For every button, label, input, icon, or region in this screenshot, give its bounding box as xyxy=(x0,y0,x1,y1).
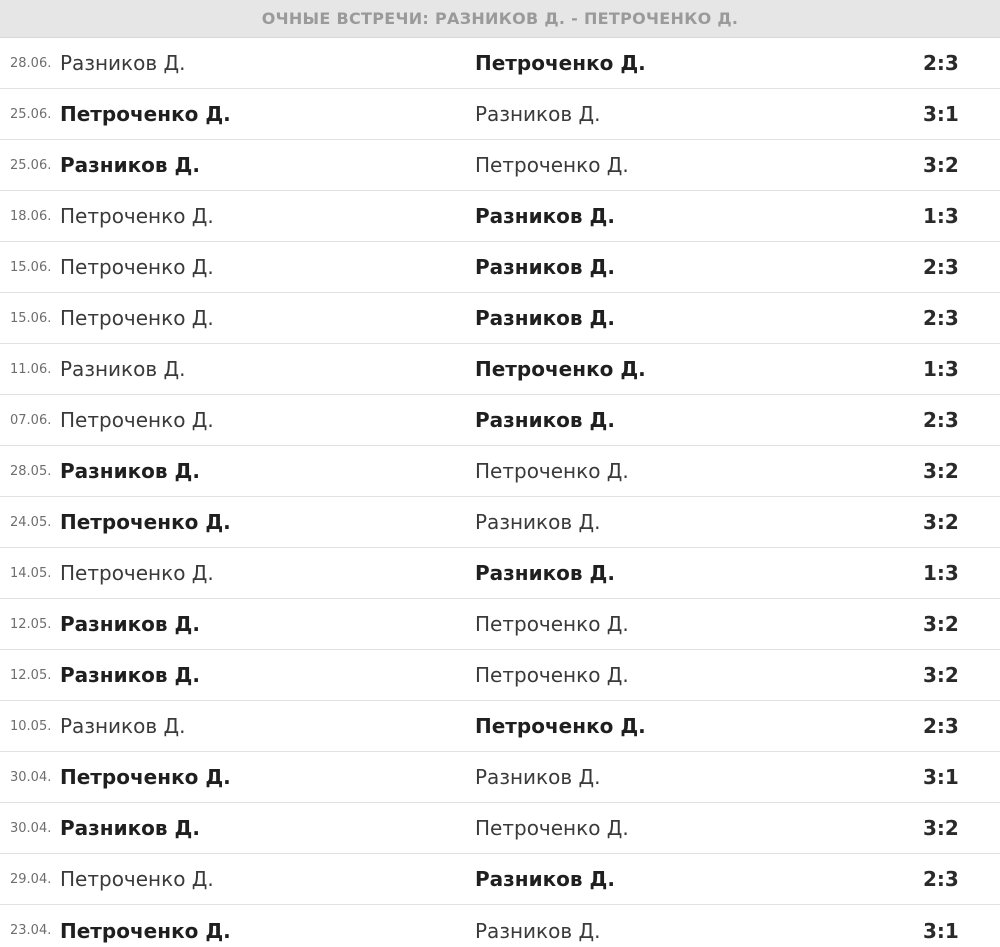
match-date: 18.06. xyxy=(10,208,52,224)
match-score: 1:3 xyxy=(923,357,959,381)
home-player: Петроченко Д. xyxy=(60,408,214,432)
home-player: Разников Д. xyxy=(60,714,186,738)
match-score: 3:2 xyxy=(923,612,959,636)
match-score: 2:3 xyxy=(923,408,959,432)
home-player: Разников Д. xyxy=(60,663,200,687)
match-date: 30.04. xyxy=(10,769,52,785)
match-row[interactable] xyxy=(0,497,1000,548)
home-player: Петроченко Д. xyxy=(60,867,214,891)
away-player: Разников Д. xyxy=(475,510,601,534)
match-date: 11.06. xyxy=(10,361,52,377)
match-date: 07.06. xyxy=(10,412,52,428)
match-score: 3:1 xyxy=(923,102,959,126)
away-player: Разников Д. xyxy=(475,408,615,432)
match-date: 25.06. xyxy=(10,157,52,173)
table-header xyxy=(0,0,1000,38)
match-row[interactable] xyxy=(0,293,1000,344)
match-row[interactable] xyxy=(0,548,1000,599)
away-player: Разников Д. xyxy=(475,255,615,279)
home-player: Разников Д. xyxy=(60,51,186,75)
away-player: Разников Д. xyxy=(475,867,615,891)
match-row[interactable] xyxy=(0,242,1000,293)
away-player: Разников Д. xyxy=(475,918,601,943)
away-player: Петроченко Д. xyxy=(475,714,646,738)
match-score: 3:2 xyxy=(923,510,959,534)
home-player: Разников Д. xyxy=(60,357,186,381)
match-date: 10.05. xyxy=(10,718,52,734)
home-player: Петроченко Д. xyxy=(60,561,214,585)
match-date: 25.06. xyxy=(10,106,52,122)
away-player: Петроченко Д. xyxy=(475,816,629,840)
home-player: Петроченко Д. xyxy=(60,510,231,534)
match-score: 3:2 xyxy=(923,816,959,840)
home-player: Разников Д. xyxy=(60,612,200,636)
match-date: 14.05. xyxy=(10,565,52,581)
table-title: ОЧНЫЕ ВСТРЕЧИ: РАЗНИКОВ Д. - ПЕТРОЧЕНКО Д. xyxy=(261,9,739,28)
match-row[interactable] xyxy=(0,344,1000,395)
away-player: Разников Д. xyxy=(475,204,615,228)
match-row[interactable] xyxy=(0,446,1000,497)
match-score: 2:3 xyxy=(923,51,959,75)
match-score: 1:3 xyxy=(923,204,959,228)
home-player: Разников Д. xyxy=(60,816,200,840)
match-row[interactable] xyxy=(0,191,1000,242)
away-player: Разников Д. xyxy=(475,306,615,330)
match-score: 3:2 xyxy=(923,663,959,687)
match-date: 30.04. xyxy=(10,820,52,836)
away-player: Петроченко Д. xyxy=(475,51,646,75)
match-date: 12.05. xyxy=(10,616,52,632)
match-date: 28.06. xyxy=(10,55,52,71)
match-date: 23.04. xyxy=(10,923,52,938)
match-score: 2:3 xyxy=(923,714,959,738)
home-player: Разников Д. xyxy=(60,459,200,483)
match-date: 15.06. xyxy=(10,259,52,275)
match-row[interactable] xyxy=(0,803,1000,854)
away-player: Петроченко Д. xyxy=(475,459,629,483)
match-score: 3:1 xyxy=(923,765,959,789)
match-score: 2:3 xyxy=(923,306,959,330)
home-player: Петроченко Д. xyxy=(60,918,231,943)
match-row[interactable] xyxy=(0,89,1000,140)
home-player: Петроченко Д. xyxy=(60,102,231,126)
home-player: Петроченко Д. xyxy=(60,765,231,789)
away-player: Петроченко Д. xyxy=(475,153,629,177)
match-date: 29.04. xyxy=(10,871,52,887)
home-player: Петроченко Д. xyxy=(60,204,214,228)
home-player: Петроченко Д. xyxy=(60,255,214,279)
match-row[interactable] xyxy=(0,395,1000,446)
match-row[interactable] xyxy=(0,650,1000,701)
match-row[interactable] xyxy=(0,701,1000,752)
match-row[interactable] xyxy=(0,38,1000,89)
match-row[interactable] xyxy=(0,752,1000,803)
match-row[interactable] xyxy=(0,599,1000,650)
match-date: 15.06. xyxy=(10,310,52,326)
away-player: Петроченко Д. xyxy=(475,357,646,381)
match-date: 12.05. xyxy=(10,667,52,683)
match-score: 2:3 xyxy=(923,867,959,891)
match-date: 24.05. xyxy=(10,514,52,530)
away-player: Разников Д. xyxy=(475,561,615,585)
home-player: Разников Д. xyxy=(60,153,200,177)
match-score: 3:1 xyxy=(923,918,959,943)
match-score: 2:3 xyxy=(923,255,959,279)
away-player: Петроченко Д. xyxy=(475,663,629,687)
away-player: Разников Д. xyxy=(475,765,601,789)
match-score: 3:2 xyxy=(923,459,959,483)
match-row[interactable] xyxy=(0,905,1000,947)
home-player: Петроченко Д. xyxy=(60,306,214,330)
match-list xyxy=(0,38,1000,947)
away-player: Разников Д. xyxy=(475,102,601,126)
match-score: 1:3 xyxy=(923,561,959,585)
match-date: 28.05. xyxy=(10,463,52,479)
match-row[interactable] xyxy=(0,140,1000,191)
match-score: 3:2 xyxy=(923,153,959,177)
match-row[interactable] xyxy=(0,854,1000,905)
away-player: Петроченко Д. xyxy=(475,612,629,636)
